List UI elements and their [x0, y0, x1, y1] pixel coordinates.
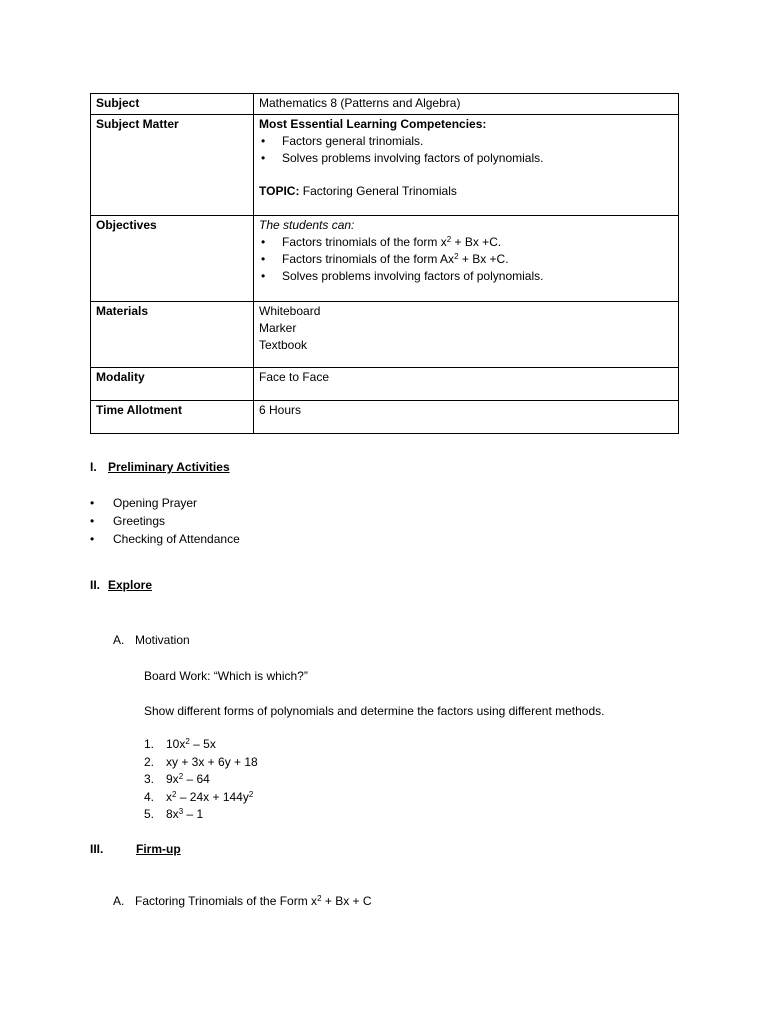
item-number: 3. [144, 772, 155, 786]
section-1-numeral: I. [90, 460, 97, 474]
item-number: 5. [144, 807, 155, 821]
list-item [144, 754, 258, 772]
modality-label: Modality [91, 368, 254, 401]
table-row [91, 94, 679, 115]
section-2-numeral: II. [90, 578, 101, 592]
section-1-title: Preliminary Activities [108, 460, 230, 474]
item-number: 4. [144, 789, 155, 804]
exponent: 3 [178, 807, 184, 816]
list-item [259, 251, 673, 268]
material-item: Marker [259, 321, 297, 335]
list-item [144, 736, 258, 754]
firmup-letter: A. [113, 894, 125, 908]
table-row [91, 302, 679, 368]
list-item: • Checking of Attendance [90, 530, 240, 548]
expression-part: x [166, 789, 172, 804]
instruction-text: Show different forms of polynomials and determine the factors using different methods. [144, 704, 605, 718]
list-item: • Solves problems involving factors of polynomials. [259, 150, 673, 167]
list-item [144, 789, 258, 807]
list-item: • Greetings [90, 512, 240, 530]
subject-value: Mathematics 8 (Patterns and Algebra) [254, 94, 679, 115]
objective-text: Factors trinomials of the form Ax [282, 252, 455, 266]
firmup-subtitle [135, 893, 372, 909]
subtitle-part: + Bx + C [321, 894, 372, 908]
expression-part: – 64 [183, 772, 210, 786]
lesson-info-table [90, 93, 679, 434]
topic-value: Factoring General Trinomials [302, 184, 457, 198]
preliminary-list [90, 494, 240, 548]
list-item [144, 806, 258, 824]
exponent: 2 [172, 789, 177, 799]
exponent: 2 [446, 235, 452, 244]
materials-label: Materials [91, 302, 254, 368]
objective-text: Factors trinomials of the form x [282, 235, 447, 249]
subtitle-part: Factoring Trinomials of the Form x [135, 894, 318, 908]
expression-part: xy + 3x + 6y + 18 [166, 754, 258, 769]
material-item: Textbook [259, 338, 308, 352]
subject-matter-cell [254, 115, 679, 216]
list-item [259, 234, 673, 251]
item-number: 1. [144, 737, 155, 751]
objective-text: + Bx +C. [458, 252, 509, 266]
materials-cell [254, 302, 679, 368]
expression-part: – 24x + 144y [176, 789, 249, 804]
topic-label: TOPIC: [259, 184, 300, 198]
expression-part: 9x [166, 772, 179, 786]
modality-value: Face to Face [254, 368, 679, 401]
exponent: 2 [317, 894, 322, 903]
section-3-title: Firm-up [136, 842, 181, 856]
item-number: 2. [144, 754, 155, 769]
objectives-list [259, 234, 673, 285]
time-allotment-value: 6 Hours [254, 401, 679, 434]
time-allotment-label: Time Allotment [91, 401, 254, 434]
expression-part: – 1 [183, 807, 204, 821]
list-item: • Opening Prayer [90, 494, 240, 512]
board-work: Board Work: “Which is which?” [144, 669, 308, 683]
table-row [91, 401, 679, 434]
exponent: 2 [185, 737, 190, 746]
section-2-title: Explore [108, 578, 153, 592]
exponent: 2 [248, 789, 254, 799]
melc-heading: Most Essential Learning Competencies: [259, 117, 487, 131]
list-item: • Solves problems involving factors of polynomials. [259, 268, 673, 285]
expression-part: 10x [166, 737, 186, 751]
motivation-title: Motivation [135, 633, 190, 647]
problems-list [144, 736, 258, 824]
objective-text: + Bx +C. [451, 235, 502, 249]
table-row [91, 368, 679, 401]
motivation-letter: A. [113, 633, 125, 647]
subject-matter-label: Subject Matter [91, 115, 254, 216]
table-row [91, 216, 679, 302]
objectives-intro: The students can: [259, 218, 355, 232]
section-3-numeral: III. [90, 842, 104, 856]
objectives-cell [254, 216, 679, 302]
objectives-label: Objectives [91, 216, 254, 302]
table-row [91, 115, 679, 216]
list-item [144, 771, 258, 789]
melc-list [259, 133, 673, 167]
list-item: • Factors general trinomials. [259, 133, 673, 150]
topic-line [259, 183, 673, 200]
expression-part: – 5x [189, 737, 216, 751]
exponent: 2 [178, 772, 184, 781]
expression-part: 8x [166, 807, 179, 821]
material-item: Whiteboard [259, 304, 321, 318]
exponent: 2 [454, 252, 459, 261]
subject-label: Subject [91, 94, 254, 115]
